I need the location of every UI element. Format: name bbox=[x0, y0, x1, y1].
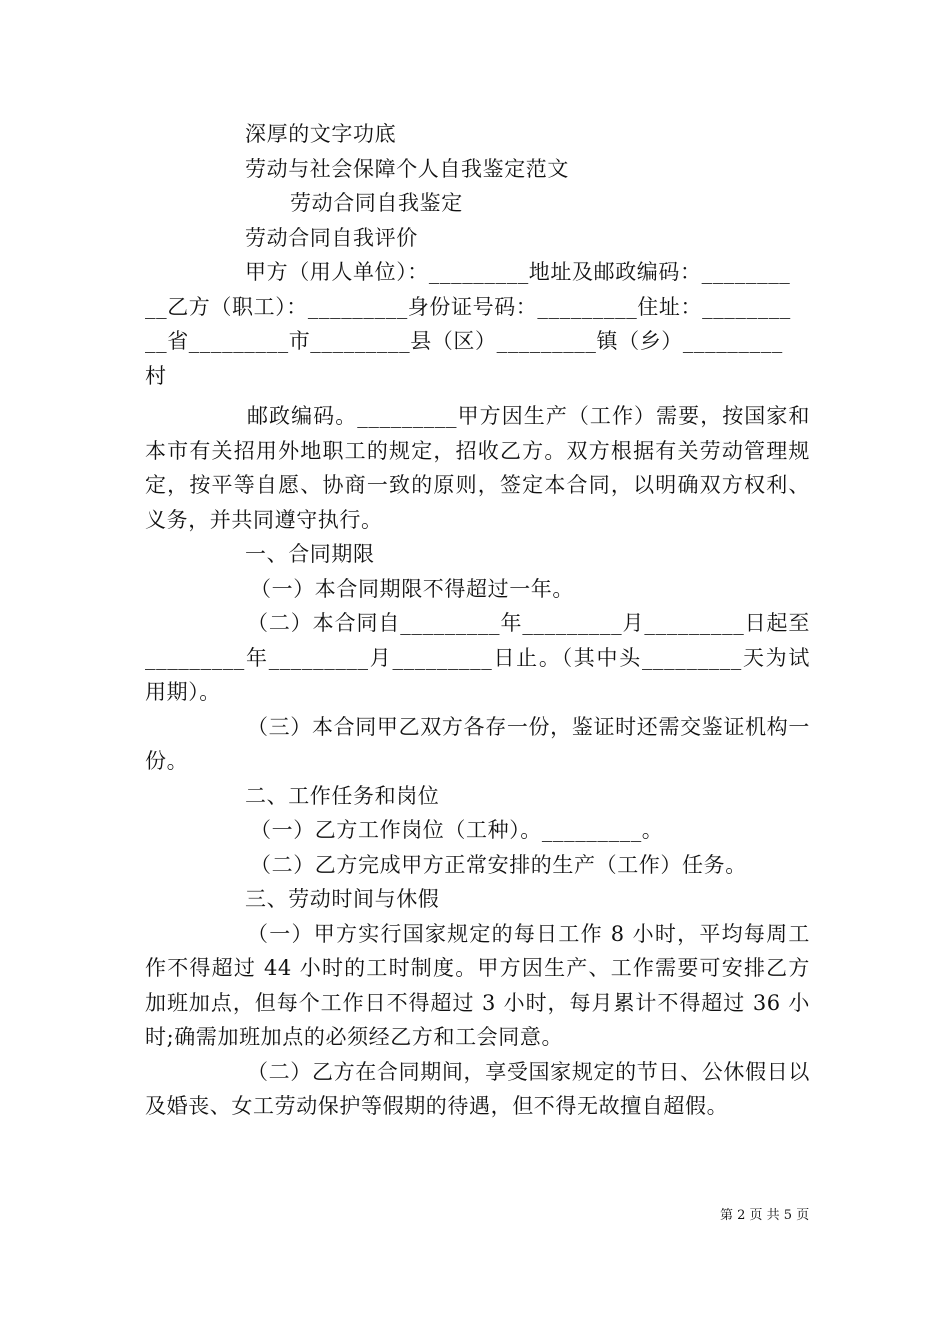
section2-item1: （一）乙方工作岗位（工种）。_________。 bbox=[250, 818, 664, 842]
section1-item3: （三）本合同甲乙双方各存一份，鉴证时还需交鉴证机构一份。 bbox=[145, 714, 810, 773]
section1-item2: （二）本合同自_________年_________月_________日起至_________年_________月_________日止。（其中头_________天为试用期）。 bbox=[145, 611, 810, 704]
section1-item1: （一）本合同期限不得超过一年。 bbox=[250, 576, 574, 601]
text-line-2: 劳动与社会保障个人自我鉴定范文 bbox=[245, 156, 569, 181]
section2-item2: （二）乙方完成甲方正常安排的生产（工作）任务。 bbox=[250, 852, 747, 877]
text-line-1: 深厚的文字功底 bbox=[245, 122, 397, 146]
party-a-line: 甲方（用人单位）：_________地址及邮政编码：________ bbox=[245, 260, 791, 284]
section3-item2: （二）乙方在合同期间，享受国家规定的节日、公休假日以及婚丧、女工劳动保护等假期的待遇，但不得无故擅自超假。 bbox=[145, 1059, 810, 1118]
page-number: 第 2 页 共 5 页 bbox=[720, 1208, 810, 1223]
document-body bbox=[145, 117, 810, 1124]
intro-paragraph: 邮政编码。_________甲方因生产（工作）需要，按国家和本市有关招用外地职工的规定，招收乙方。双方根据有关劳动管理规定，按平等自愿、协商一致的原则，签定本合同，以明确双方权利、义务，并共同遵守执行。 bbox=[145, 404, 810, 532]
section3-item1: （一）甲方实行国家规定的每日工作 8 小时，平均每周工作不得超过 44 小时的工时制度。甲方因生产、工作需要可安排乙方加班加点，但每个工作日不得超过 3 小时，每月累计不得超过 36 小时;确需加班加点的必须经乙方和工会同意。 bbox=[145, 921, 810, 1049]
document-title: 劳动合同自我鉴定 bbox=[290, 191, 463, 215]
village-line: 村 bbox=[145, 363, 167, 388]
party-b-line: __乙方（职工）：_________身份证号码：_________住址：________ bbox=[145, 294, 791, 319]
section3-heading: 三、劳动时间与休假 bbox=[245, 887, 440, 911]
address-line: __省_________市_________县（区）_________镇（乡）_________ bbox=[145, 329, 783, 353]
section2-heading: 二、工作任务和岗位 bbox=[245, 783, 440, 808]
document-subtitle: 劳动合同自我评价 bbox=[245, 225, 418, 250]
section1-heading: 一、合同期限 bbox=[245, 542, 375, 566]
